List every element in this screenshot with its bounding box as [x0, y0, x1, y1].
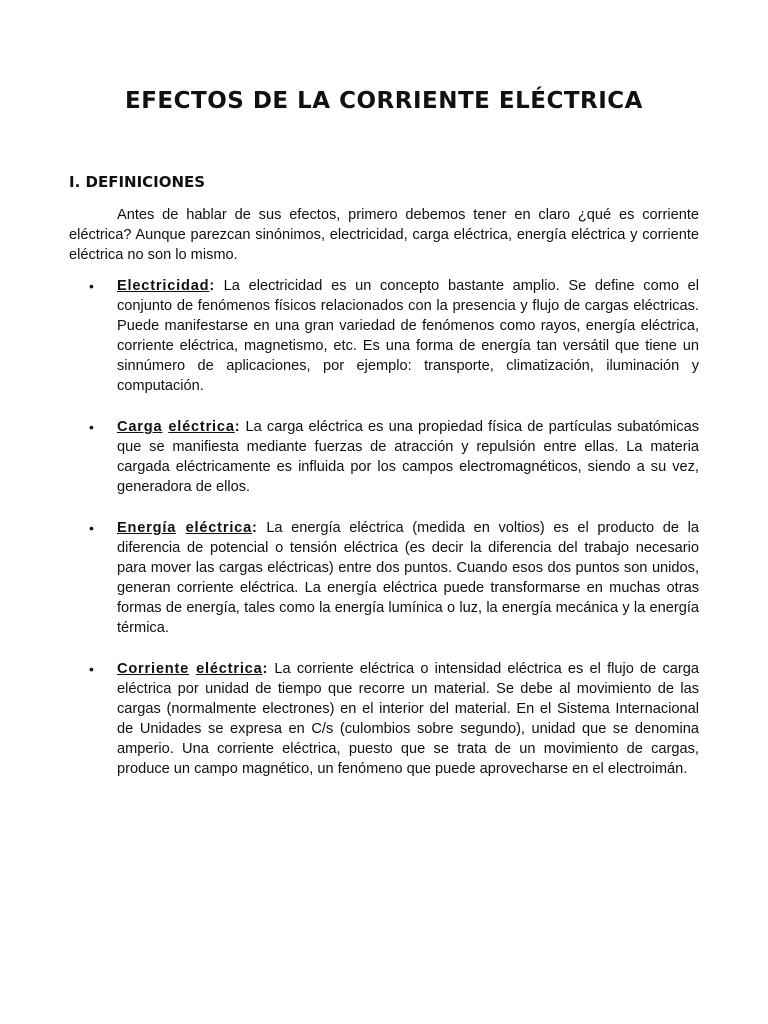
term-word: eléctrica [168, 419, 235, 435]
term-word: eléctrica [185, 520, 253, 536]
bullet-icon: • [89, 520, 94, 536]
term-word: Electricidad [117, 278, 210, 294]
bullet-icon: • [89, 419, 94, 435]
term-colon: : [234, 419, 241, 435]
definition-text: La energía eléctrica (medida en voltios) es el producto de la diferencia de potencial o tensión eléctrica (es decir la diferencia del trabajo necesario para mover las cargas eléctricas) entre dos puntos. Cuando esos dos puntos son unidos, generan corriente eléctrica. La energía eléctrica puede transformarse en muchas otras formas de energía, tales como la energía lumínica o luz, la energía mecánica y la energía térmica. [117, 520, 699, 636]
definition-item [69, 276, 699, 396]
term-word: Corriente [117, 661, 190, 677]
definition-item [69, 417, 699, 497]
term-word: Energía [117, 520, 177, 536]
term-word: eléctrica [196, 661, 263, 677]
term-word: Carga [117, 419, 163, 435]
term-colon: : [209, 278, 216, 294]
definition-text: La corriente eléctrica o intensidad eléctrica es el flujo de carga eléctrica por unidad de tiempo que recorre un material. Se debe al movimiento de las cargas (normalmente electrones) en el interior del material. En el Sistema Internacional de Unidades se expresa en C/s (culombios sobre segundo), unidad que se denomina amperio. Una corriente eléctrica, puesto que se trata de un movimiento de cargas, produce un campo magnético, un fenómeno que puede aprovecharse en el electroimán. [117, 661, 699, 777]
definition-term [117, 419, 240, 435]
section-heading: I. DEFINICIONES [69, 173, 206, 191]
definition-term [117, 278, 215, 294]
definition-text: La carga eléctrica es una propiedad física de partículas subatómicas que se manifiesta mediante fuerzas de atracción y repulsión entre ellas. La materia cargada eléctricamente es influida por los campos electromagnéticos, siendo a su vez, generadora de ellos. [117, 419, 699, 495]
definition-item [69, 659, 699, 779]
bullet-icon: • [89, 661, 94, 677]
term-colon: : [252, 520, 258, 536]
definition-term [117, 661, 268, 677]
term-colon: : [262, 661, 269, 677]
definition-text: La electricidad es un concepto bastante amplio. Se define como el conjunto de fenómenos físicos relacionados con la presencia y flujo de cargas eléctricas. Puede manifestarse en una gran variedad de fenómenos como rayos, energía eléctrica, corriente eléctrica, magnetismo, etc. Es una forma de energía tan versátil que tiene un sinnúmero de aplicaciones, por ejemplo: transporte, climatización, iluminación y computación. [117, 278, 699, 394]
definitions-list [69, 276, 699, 800]
intro-paragraph: Antes de hablar de sus efectos, primero debemos tener en claro ¿qué es corriente eléctrica? Aunque parezcan sinónimos, electricidad, carga eléctrica, energía eléctrica y corriente eléctrica no son lo mismo. [69, 207, 699, 263]
document-title: EFECTOS DE LA CORRIENTE ELÉCTRICA [125, 88, 643, 114]
bullet-icon: • [89, 278, 94, 294]
definition-term [117, 520, 258, 536]
definition-item [69, 518, 699, 638]
